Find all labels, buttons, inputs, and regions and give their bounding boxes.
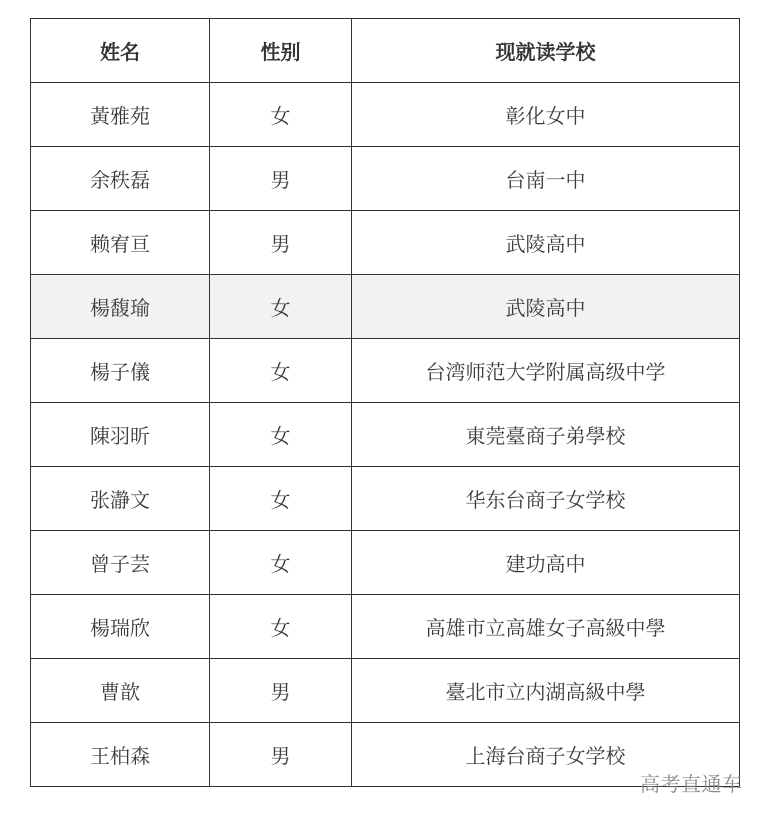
- cell-gender: 女: [210, 339, 352, 403]
- cell-gender: 男: [210, 723, 352, 787]
- table-row: [31, 403, 740, 467]
- table-row: [31, 467, 740, 531]
- watermark-text: 高考直通车: [640, 772, 743, 796]
- cell-gender: 女: [210, 467, 352, 531]
- cell-gender: 男: [210, 147, 352, 211]
- table-row: [31, 83, 740, 147]
- student-table-container: [30, 18, 739, 787]
- cell-school: 東莞臺商子弟學校: [352, 403, 740, 467]
- cell-school: 建功高中: [352, 531, 740, 595]
- cell-gender: 女: [210, 83, 352, 147]
- cell-gender: 男: [210, 659, 352, 723]
- cell-name: 陳羽昕: [31, 403, 210, 467]
- header-name: 姓名: [31, 19, 210, 83]
- table-body: [31, 83, 740, 787]
- cell-name: 曹歆: [31, 659, 210, 723]
- table-row: [31, 595, 740, 659]
- table-row: [31, 147, 740, 211]
- cell-name: 赖宥亘: [31, 211, 210, 275]
- cell-name: 楊瑞欣: [31, 595, 210, 659]
- cell-name: 张瀞文: [31, 467, 210, 531]
- cell-school: 臺北市立内湖高級中學: [352, 659, 740, 723]
- cell-gender: 女: [210, 403, 352, 467]
- table-row: [31, 531, 740, 595]
- header-gender: 性别: [210, 19, 352, 83]
- cell-name: 楊馥瑜: [31, 275, 210, 339]
- cell-school: 上海台商子女学校: [352, 723, 740, 787]
- student-table: [30, 18, 740, 787]
- cell-name: 王柏森: [31, 723, 210, 787]
- cell-school: 武陵高中: [352, 275, 740, 339]
- header-row: [31, 19, 740, 83]
- cell-name: 余秩磊: [31, 147, 210, 211]
- header-school: 现就读学校: [352, 19, 740, 83]
- table-row: [31, 211, 740, 275]
- cell-gender: 女: [210, 275, 352, 339]
- table-row: [31, 723, 740, 787]
- cell-name: 黃雅苑: [31, 83, 210, 147]
- cell-name: 曾子芸: [31, 531, 210, 595]
- cell-school: 台南一中: [352, 147, 740, 211]
- cell-name: 楊子儀: [31, 339, 210, 403]
- cell-school: 台湾师范大学附属高级中学: [352, 339, 740, 403]
- cell-gender: 女: [210, 531, 352, 595]
- table-row: [31, 659, 740, 723]
- table-row: [31, 339, 740, 403]
- cell-gender: 男: [210, 211, 352, 275]
- cell-gender: 女: [210, 595, 352, 659]
- cell-school: 武陵高中: [352, 211, 740, 275]
- table-row-highlighted: [31, 275, 740, 339]
- cell-school: 彰化女中: [352, 83, 740, 147]
- cell-school: 华东台商子女学校: [352, 467, 740, 531]
- cell-school: 高雄市立高雄女子高級中學: [352, 595, 740, 659]
- table-header: [31, 19, 740, 83]
